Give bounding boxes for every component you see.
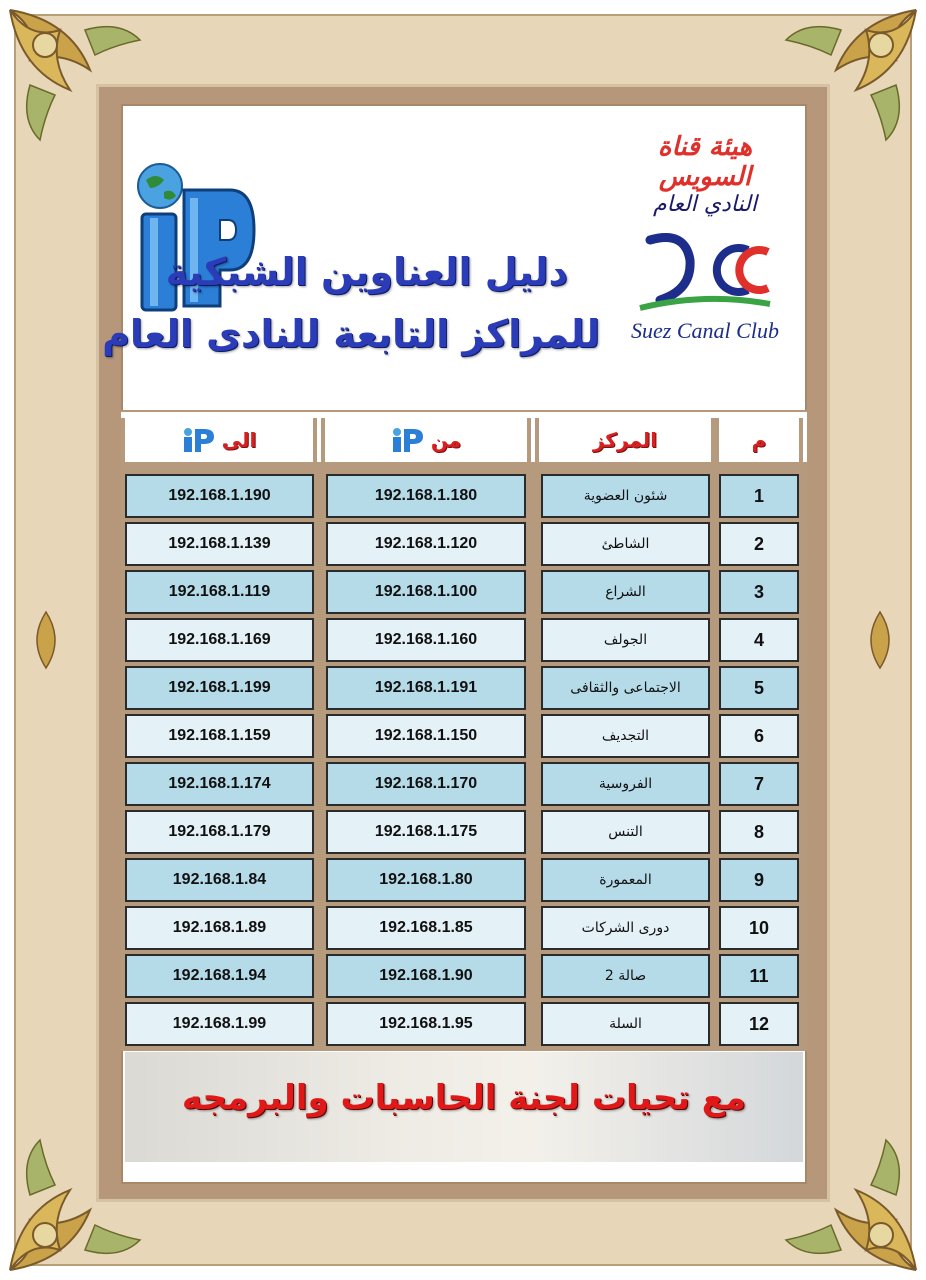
club-emblem-icon <box>630 220 780 320</box>
cell-from: 192.168.1.150 <box>326 714 526 758</box>
cell-center: الاجتماعى والثقافى <box>541 666 710 710</box>
cell-num: 3 <box>719 570 799 614</box>
table-row <box>121 568 807 616</box>
club-name-arabic: النادي العام <box>653 192 757 217</box>
cell-from: 192.168.1.100 <box>326 570 526 614</box>
cell-center: السلة <box>541 1002 710 1046</box>
table-row <box>121 856 807 904</box>
cell-center: التجديف <box>541 714 710 758</box>
cell-to: 192.168.1.119 <box>125 570 314 614</box>
cell-center: التنس <box>541 810 710 854</box>
table-row <box>121 760 807 808</box>
cell-from: 192.168.1.175 <box>326 810 526 854</box>
cell-num: 6 <box>719 714 799 758</box>
cell-num: 8 <box>719 810 799 854</box>
side-ornament-left <box>26 610 66 670</box>
cell-from: 192.168.1.85 <box>326 906 526 950</box>
cell-center: شئون العضوية <box>541 474 710 518</box>
cell-to: 192.168.1.84 <box>125 858 314 902</box>
column-header-from <box>321 418 531 462</box>
cell-num: 4 <box>719 618 799 662</box>
cell-to: 192.168.1.94 <box>125 954 314 998</box>
table-row <box>121 1000 807 1048</box>
cell-to: 192.168.1.179 <box>125 810 314 854</box>
table-row <box>121 952 807 1000</box>
table-row <box>121 664 807 712</box>
table-row <box>121 520 807 568</box>
table-row <box>121 712 807 760</box>
cell-num: 7 <box>719 762 799 806</box>
column-label-from: من <box>430 428 462 452</box>
cell-num: 2 <box>719 522 799 566</box>
cell-from: 192.168.1.80 <box>326 858 526 902</box>
cell-center: الشراع <box>541 570 710 614</box>
cell-from: 192.168.1.180 <box>326 474 526 518</box>
cell-to: 192.168.1.99 <box>125 1002 314 1046</box>
cell-from: 192.168.1.95 <box>326 1002 526 1046</box>
cell-to: 192.168.1.169 <box>125 618 314 662</box>
cell-to: 192.168.1.174 <box>125 762 314 806</box>
cell-center: المعمورة <box>541 858 710 902</box>
page-subtitle: للمراكز التابعة للنادى العام <box>102 312 600 356</box>
column-label-to: الى <box>221 428 257 452</box>
table-row <box>121 808 807 856</box>
club-logo <box>610 132 800 342</box>
club-name-english: Suez Canal Club <box>631 318 779 343</box>
table-body <box>121 470 807 1051</box>
ip-globe-icon <box>128 158 258 318</box>
cell-center: دورى الشركات <box>541 906 710 950</box>
cell-to: 192.168.1.159 <box>125 714 314 758</box>
table-row <box>121 904 807 952</box>
page-title: دليل العناوين الشبكية <box>165 250 568 294</box>
cell-num: 12 <box>719 1002 799 1046</box>
cell-num: 5 <box>719 666 799 710</box>
cell-to: 192.168.1.190 <box>125 474 314 518</box>
cell-to: 192.168.1.139 <box>125 522 314 566</box>
cell-from: 192.168.1.120 <box>326 522 526 566</box>
side-ornament-right <box>860 610 900 670</box>
cell-center: الشاطئ <box>541 522 710 566</box>
cell-center: الجولف <box>541 618 710 662</box>
cell-num: 9 <box>719 858 799 902</box>
cell-num: 10 <box>719 906 799 950</box>
ip-address-table <box>121 410 807 1051</box>
table-row <box>121 616 807 664</box>
table-header <box>121 410 807 470</box>
cell-from: 192.168.1.170 <box>326 762 526 806</box>
org-name: هيئة قناة السويس <box>657 132 753 192</box>
column-header-num: م <box>715 418 803 462</box>
ip-badge-icon <box>391 427 425 453</box>
cell-to: 192.168.1.199 <box>125 666 314 710</box>
cell-from: 192.168.1.191 <box>326 666 526 710</box>
column-header-to <box>121 418 317 462</box>
table-row <box>121 472 807 520</box>
cell-num: 1 <box>719 474 799 518</box>
cell-to: 192.168.1.89 <box>125 906 314 950</box>
footer-greeting: مع تحيات لجنة الحاسبات والبرمجه <box>181 1078 747 1118</box>
header-divider <box>121 462 807 470</box>
cell-center: صالة 2 <box>541 954 710 998</box>
cell-from: 192.168.1.90 <box>326 954 526 998</box>
cell-from: 192.168.1.160 <box>326 618 526 662</box>
column-header-center: المركز <box>535 418 715 462</box>
cell-center: الفروسية <box>541 762 710 806</box>
cell-num: 11 <box>719 954 799 998</box>
ip-badge-icon <box>182 427 216 453</box>
